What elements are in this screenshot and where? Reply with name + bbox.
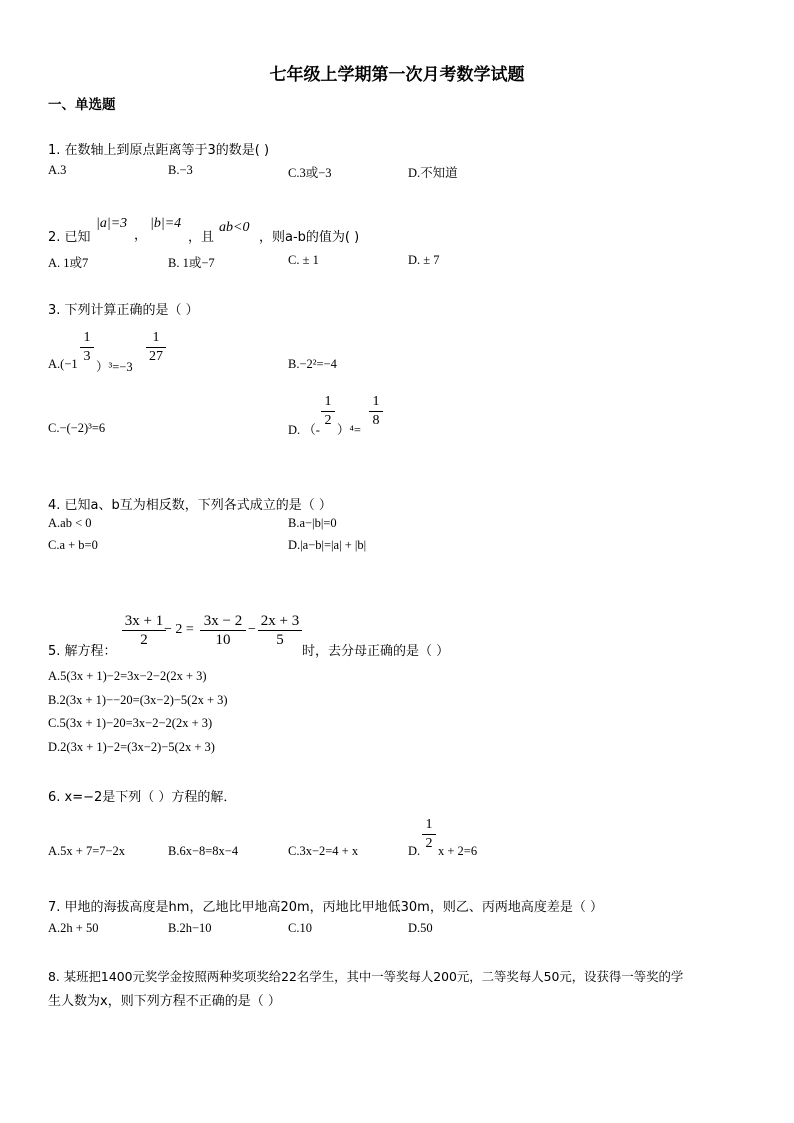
question-4-option-d: D.|a−b|=|a| + |b| [288,538,367,552]
question-5-fraction-2 [200,612,246,649]
question-5-option-d: D.2(3x + 1)−2=(3x−2)−5(2x + 3) [48,740,215,754]
question-8-line-1: 8. 某班把1400元奖学金按照两种奖项奖给22名学生，其中一等奖每人200元，二等奖每人50元，设获得一等奖的学 [48,969,684,984]
fraction-denominator: 3 [83,349,91,364]
question-3-option-b: B.−2²=−4 [288,357,337,371]
question-5-minus-two: − 2 = [164,622,194,637]
question-5-fraction-1 [122,612,166,649]
question-2-comma: ， [134,228,148,243]
question-4-option-c: C.a + b=0 [48,538,98,552]
question-3-option-a-fraction-1 [80,329,94,366]
question-3-option-d-fraction-2 [369,393,383,430]
question-7-stem: 7. 甲地的海拔高度是hm，乙地比甲地高20m，丙地比甲地低30m，则乙、丙两地高度差是（ ） [48,900,603,915]
fraction-numerator: 1 [80,329,94,348]
question-4-option-b: B.a−|b|=0 [288,516,337,530]
question-8-line-2: 生人数为x，则下列方程不正确的是（ ） [48,994,281,1009]
page-title: 七年级上学期第一次月考数学试题 [269,65,525,85]
fraction-numerator: 1 [146,329,166,348]
question-3-option-c: C.−(−2)³=6 [48,421,106,435]
section-heading: 一、单选题 [48,97,116,113]
question-2-option-c: C. ± 1 [288,253,319,267]
question-3-option-d-fraction-1 [321,393,335,430]
question-6-option-d-prefix: D. [408,844,421,858]
question-3-stem: 3. 下列计算正确的是（ ） [48,303,199,318]
question-5-minus: − [248,622,256,637]
question-6-option-c: C.3x−2=4 + x [288,844,359,858]
question-5-number: 5. 解方程： [48,644,117,659]
question-3-option-a-fraction-2 [146,329,166,366]
question-3-option-d-prefix: D. （- [288,423,320,437]
fraction-numerator: 1 [369,393,383,412]
question-6-option-a: A.5x + 7=7−2x [48,844,126,858]
fraction-denominator: 10 [215,632,231,648]
fraction-denominator: 2 [140,632,148,648]
question-5-tail: 时，去分母正确的是（ ） [302,644,450,659]
question-2-abs-b: |b|=4 [150,216,182,231]
fraction-denominator: 8 [372,413,380,428]
question-3-option-d-middle: ）⁴= [337,423,361,437]
fraction-numerator: 1 [321,393,335,412]
question-1-option-b: B.−3 [168,163,193,177]
question-7-option-b: B.2h−10 [168,921,212,935]
fraction-denominator: 2 [324,413,332,428]
question-2-option-d: D. ± 7 [408,253,440,267]
question-5-option-c: C.5(3x + 1)−20=3x−2−2(2x + 3) [48,716,213,730]
fraction-numerator: 2x + 3 [258,612,302,631]
question-6-stem: 6. x=−2是下列（ ）方程的解． [48,790,237,805]
question-2-condition: ab<0 [219,220,250,235]
question-5-option-a: A.5(3x + 1)−2=3x−2−2(2x + 3) [48,669,207,683]
question-6-option-d-tail: x + 2=6 [438,844,478,858]
question-1-option-d: D.不知道 [408,166,458,180]
question-2-tail: ，则a-b的值为( ) [259,230,360,245]
question-2-option-a: A. 1或7 [48,256,89,270]
question-1-option-a: A.3 [48,163,67,177]
fraction-numerator: 1 [422,816,436,835]
fraction-numerator: 3x + 1 [122,612,166,631]
question-2-number: 2. 已知 [48,230,91,245]
question-2-abs-a: |a|=3 [96,216,128,231]
question-4-stem: 4. 已知a、b互为相反数，下列各式成立的是（ ） [48,498,332,513]
question-7-option-d: D.50 [408,921,433,935]
question-7-option-c: C.10 [288,921,312,935]
question-3-option-a-prefix: A.(−1 [48,357,78,371]
question-2-option-b: B. 1或−7 [168,256,215,270]
question-7-option-a: A.2h + 50 [48,921,99,935]
question-6-option-b: B.6x−8=8x−4 [168,844,239,858]
question-4-option-a: A.ab < 0 [48,516,92,530]
fraction-denominator: 5 [276,632,284,648]
question-3-option-a-middle: ）³=−3 [96,360,133,374]
question-5-option-b: B.2(3x + 1)−−20=(3x−2)−5(2x + 3) [48,693,228,707]
question-2-and: ，且 [188,230,215,245]
question-5-fraction-3 [258,612,302,649]
fraction-denominator: 27 [149,349,163,364]
fraction-denominator: 2 [425,836,433,851]
question-1-stem: 1. 在数轴上到原点距离等于3的数是( ) [48,143,270,158]
fraction-numerator: 3x − 2 [200,612,246,631]
question-1-option-c: C.3或−3 [288,166,332,180]
question-6-option-d-fraction [422,816,436,853]
